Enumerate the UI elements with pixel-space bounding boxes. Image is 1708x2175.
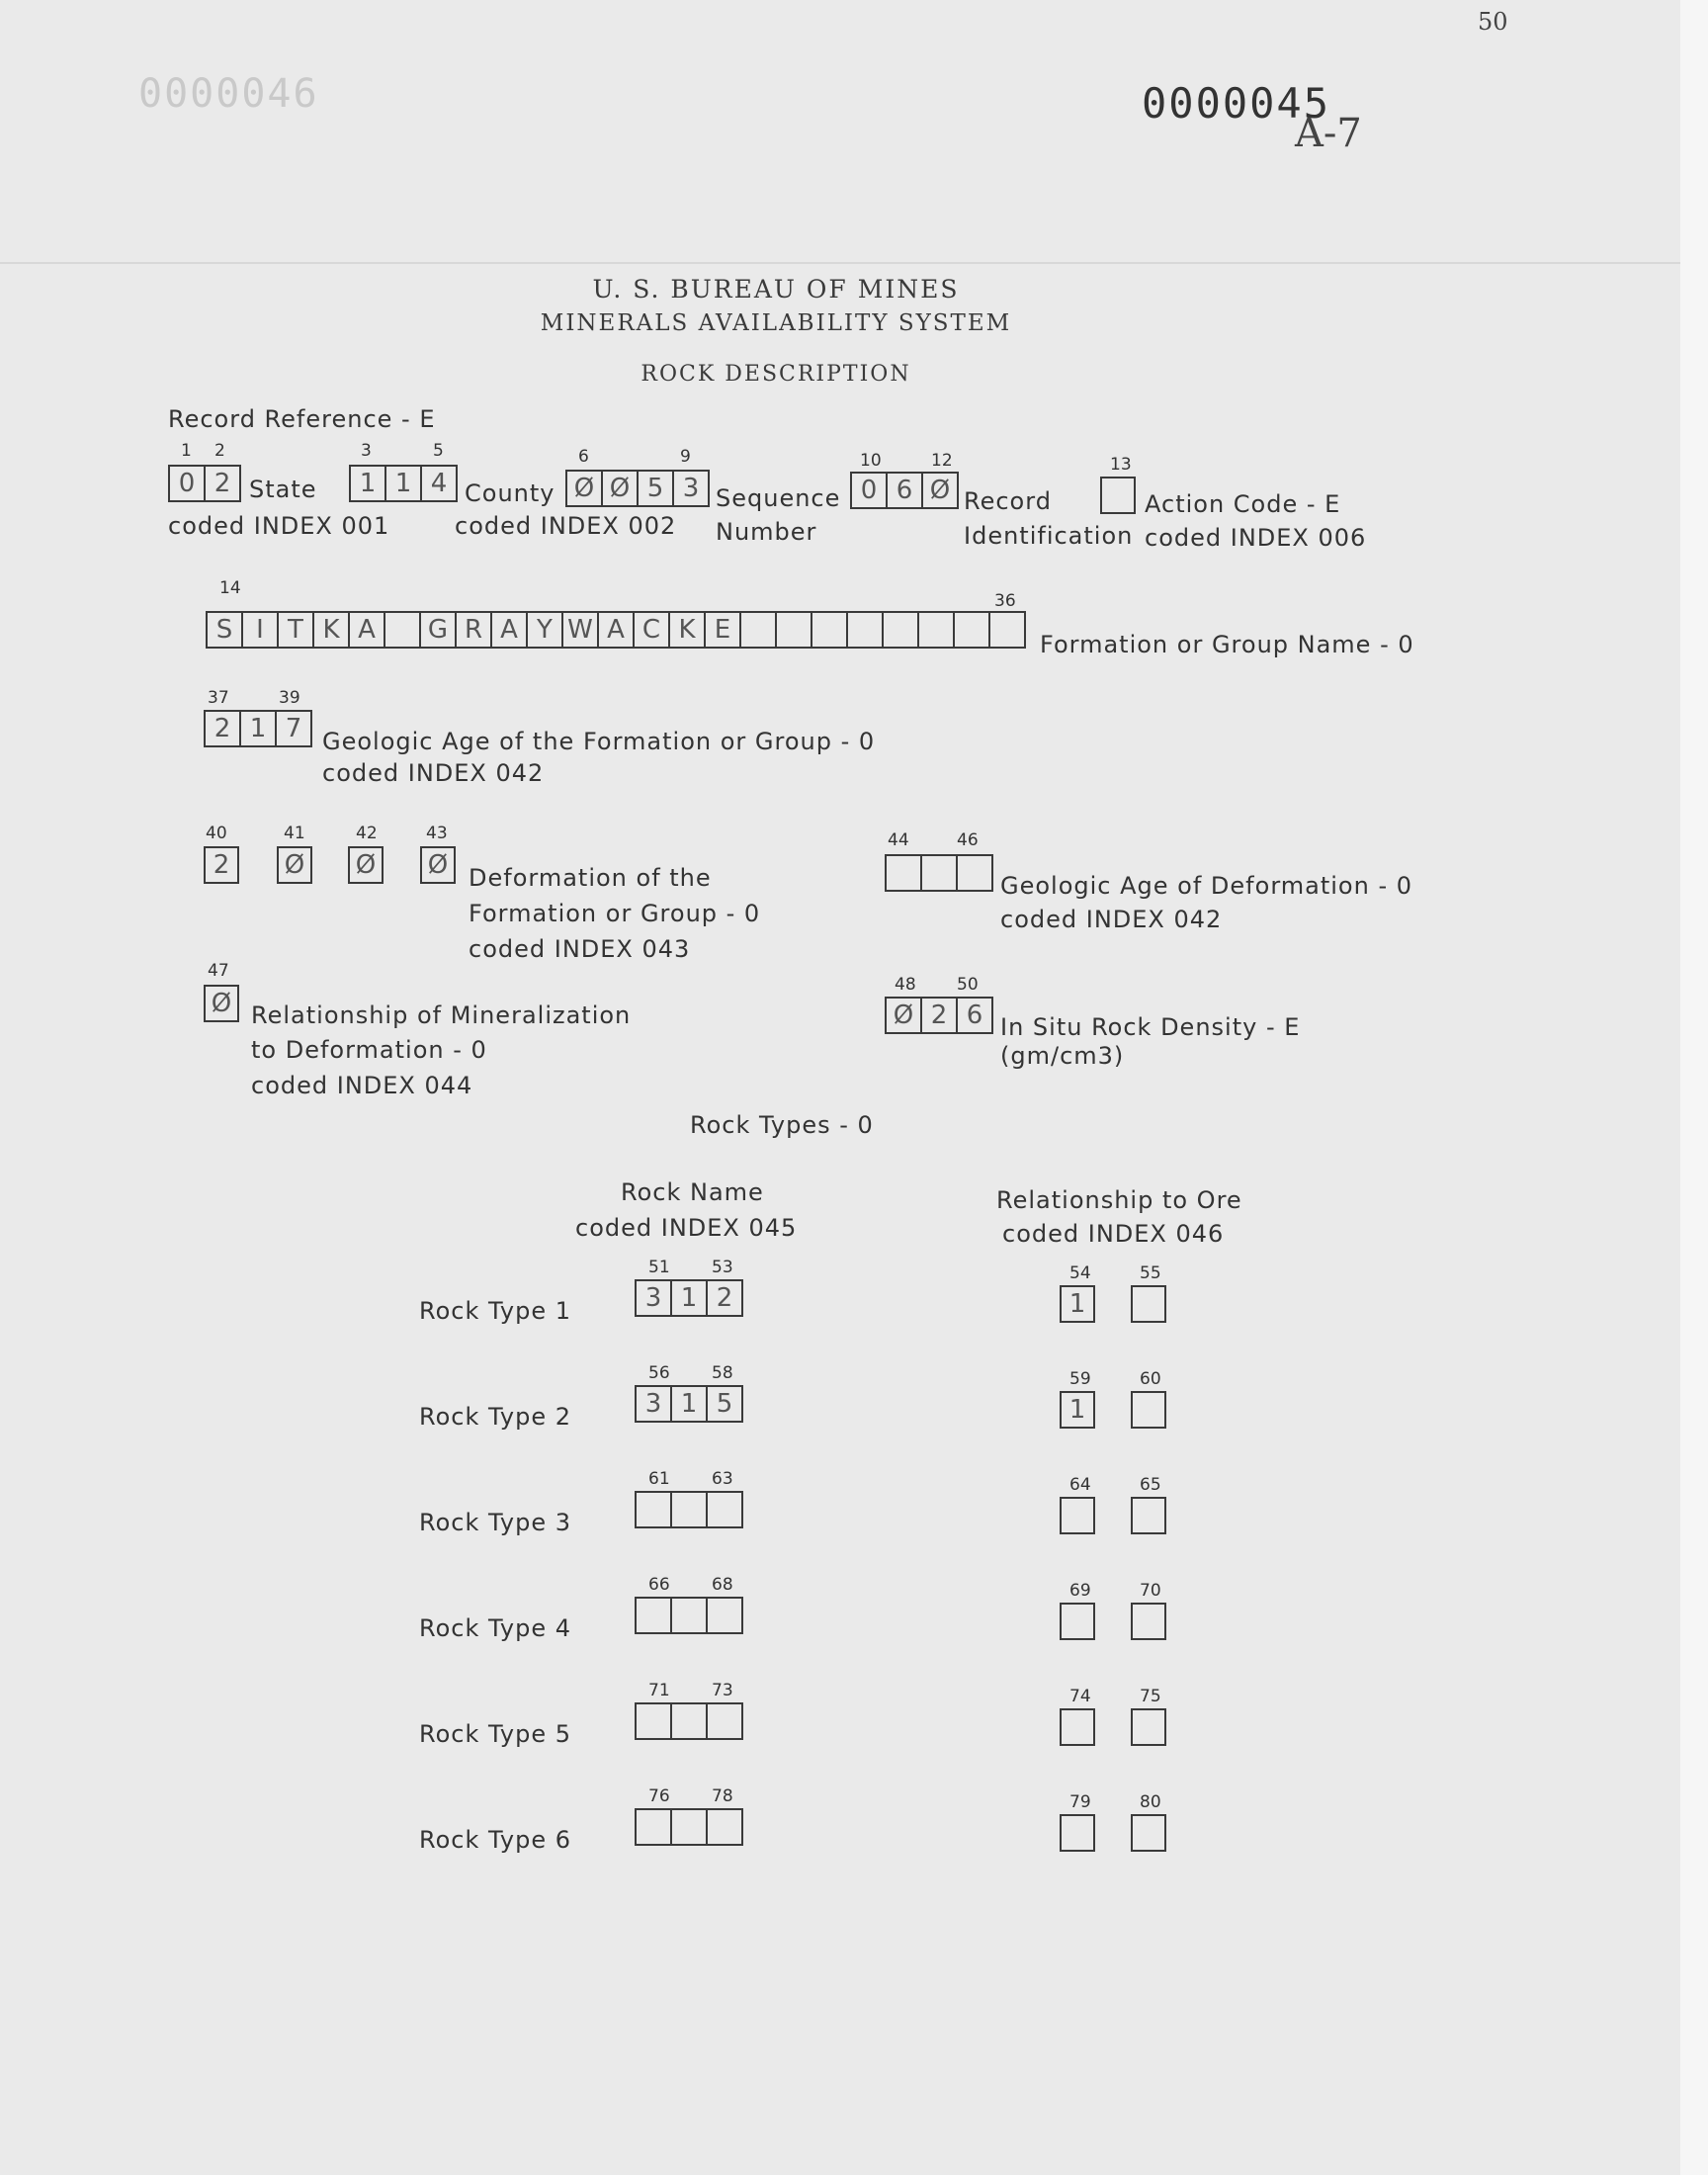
county-label: County — [465, 479, 555, 507]
field-number: 6 — [578, 447, 589, 467]
rock-density-label: In Situ Rock Density - E — [1000, 1013, 1301, 1041]
field-number: 71 — [648, 1681, 670, 1700]
code-cell[interactable]: 2 — [204, 465, 241, 502]
relationship-code-field[interactable] — [1060, 1497, 1095, 1534]
deformation-code-field[interactable]: Ø — [420, 846, 456, 884]
relationship-code-field[interactable]: 1 — [1060, 1391, 1095, 1429]
relationship-code-field[interactable] — [1131, 1708, 1166, 1746]
relationship-code-field[interactable] — [1060, 1814, 1095, 1852]
rock-name-code-field[interactable] — [635, 1702, 743, 1740]
action-code-field[interactable] — [1100, 477, 1136, 514]
field-number: 75 — [1140, 1687, 1161, 1706]
relationship-code-field[interactable]: 1 — [1060, 1285, 1095, 1323]
rock-name-code-field[interactable] — [635, 1385, 743, 1423]
formation-name-cell[interactable] — [811, 611, 848, 649]
relationship-column-header: Relationship to Ore — [996, 1186, 1242, 1214]
code-cell[interactable] — [670, 1808, 708, 1846]
formation-name-cell[interactable]: Y — [526, 611, 563, 649]
mineralization-label: Relationship of Mineralization — [251, 1001, 632, 1029]
sequence-label: Sequence — [716, 484, 841, 512]
formation-name-cell[interactable] — [384, 611, 421, 649]
formation-name-cell[interactable]: I — [241, 611, 279, 649]
deformation-age-label: Geologic Age of Deformation - 0 — [1000, 872, 1413, 900]
formation-name-cell[interactable]: A — [597, 611, 635, 649]
field-number: 41 — [284, 824, 305, 843]
field-number: 66 — [648, 1575, 670, 1595]
field-number: 60 — [1140, 1369, 1161, 1389]
ghost-stamp: 0000046 — [138, 71, 319, 117]
code-cell[interactable] — [706, 1597, 743, 1634]
county-index-label: coded INDEX 002 — [455, 512, 677, 540]
rock-name-code-field[interactable] — [635, 1597, 743, 1634]
deformation-code-field[interactable]: Ø — [348, 846, 384, 884]
rock-name-code-field[interactable] — [635, 1808, 743, 1846]
field-number: 59 — [1069, 1369, 1091, 1389]
field-number: 69 — [1069, 1581, 1091, 1601]
field-number: 63 — [712, 1469, 733, 1489]
relationship-code-field[interactable] — [1060, 1603, 1095, 1640]
field-number: 53 — [712, 1258, 733, 1277]
formation-name-cell[interactable]: R — [455, 611, 492, 649]
field-number: 80 — [1140, 1792, 1161, 1812]
code-cell[interactable] — [670, 1702, 708, 1740]
system-title: MINERALS AVAILABILITY SYSTEM — [540, 310, 1012, 336]
field-number: 74 — [1069, 1687, 1091, 1706]
mineralization-label: to Deformation - 0 — [251, 1036, 487, 1064]
relationship-index-label: coded INDEX 046 — [1002, 1220, 1225, 1248]
field-number: 2 — [214, 441, 225, 461]
deformation-label: Deformation of the — [469, 864, 712, 892]
relationship-code-field[interactable] — [1131, 1285, 1166, 1323]
field-number: 55 — [1140, 1263, 1161, 1283]
code-cell[interactable]: 4 — [420, 465, 458, 502]
rock-density-field[interactable] — [885, 997, 993, 1034]
field-number: 65 — [1140, 1475, 1161, 1495]
rock-type-label: Rock Type 3 — [419, 1509, 572, 1536]
rock-type-label: Rock Type 2 — [419, 1403, 572, 1431]
formation-name-cell[interactable]: E — [704, 611, 741, 649]
field-number: 40 — [206, 824, 227, 843]
code-cell[interactable]: 2 — [204, 710, 241, 747]
field-number: 14 — [219, 578, 241, 598]
formation-name-cell[interactable] — [917, 611, 955, 649]
code-cell[interactable] — [956, 854, 993, 892]
formation-name-label: Formation or Group Name - 0 — [1040, 631, 1414, 658]
rock-type-label: Rock Type 6 — [419, 1826, 572, 1854]
formation-name-cell[interactable] — [846, 611, 884, 649]
field-number: 3 — [361, 441, 372, 461]
code-cell[interactable]: 3 — [635, 1279, 672, 1317]
action-code-label: Action Code - E — [1145, 490, 1341, 518]
mineralization-code-field[interactable]: Ø — [204, 985, 239, 1022]
field-number: 46 — [957, 830, 979, 850]
record-sublabel: Identification — [964, 522, 1134, 550]
relationship-code-field[interactable] — [1131, 1497, 1166, 1534]
formation-name-cell[interactable]: K — [312, 611, 350, 649]
code-cell[interactable] — [706, 1491, 743, 1528]
form-title: ROCK DESCRIPTION — [640, 362, 911, 387]
formation-name-cell[interactable]: S — [206, 611, 243, 649]
page-reference: A-7 — [1295, 111, 1362, 156]
rock-type-label: Rock Type 4 — [419, 1614, 572, 1642]
code-cell[interactable] — [670, 1597, 708, 1634]
field-number: 5 — [433, 441, 444, 461]
geologic-age-index-label: coded INDEX 042 — [322, 759, 545, 787]
fold-line — [0, 262, 1680, 264]
code-cell[interactable] — [635, 1597, 672, 1634]
code-cell[interactable]: 5 — [637, 470, 674, 507]
field-number: 50 — [957, 975, 979, 995]
code-cell[interactable] — [670, 1491, 708, 1528]
deformation-code-field[interactable]: Ø — [277, 846, 312, 884]
deformation-index-label: coded INDEX 043 — [469, 935, 691, 963]
code-cell[interactable]: 6 — [956, 997, 993, 1034]
field-number: 10 — [860, 451, 882, 471]
code-cell[interactable]: 0 — [850, 472, 888, 509]
field-number: 70 — [1140, 1581, 1161, 1601]
formation-name-cell[interactable]: C — [633, 611, 670, 649]
rock-name-index-label: coded INDEX 045 — [575, 1214, 798, 1242]
code-cell[interactable]: Ø — [885, 997, 922, 1034]
state-code-field[interactable] — [168, 465, 241, 502]
formation-name-cell[interactable]: G — [419, 611, 457, 649]
deformation-age-field[interactable] — [885, 854, 993, 892]
formation-name-cell[interactable]: T — [277, 611, 314, 649]
geologic-age-label: Geologic Age of the Formation or Group - 0 — [322, 728, 876, 755]
rock-name-code-field[interactable] — [635, 1279, 743, 1317]
field-number: 76 — [648, 1786, 670, 1806]
rock-name-column-header: Rock Name — [621, 1178, 764, 1206]
state-index-label: coded INDEX 001 — [168, 512, 390, 540]
field-number: 36 — [994, 591, 1016, 611]
code-cell[interactable]: Ø — [921, 472, 959, 509]
field-number: 68 — [712, 1575, 733, 1595]
field-number: 47 — [208, 961, 229, 981]
code-cell[interactable] — [635, 1491, 672, 1528]
field-number: 13 — [1110, 455, 1132, 475]
code-cell[interactable]: 2 — [920, 997, 958, 1034]
code-cell[interactable]: Ø — [601, 470, 639, 507]
field-number: 73 — [712, 1681, 733, 1700]
formation-name-cell[interactable]: A — [348, 611, 385, 649]
code-cell[interactable]: 3 — [635, 1385, 672, 1423]
field-number: 64 — [1069, 1475, 1091, 1495]
county-code-field[interactable] — [349, 465, 458, 502]
deformation-code-field[interactable]: 2 — [204, 846, 239, 884]
code-cell[interactable] — [635, 1808, 672, 1846]
field-number: 79 — [1069, 1792, 1091, 1812]
code-cell[interactable]: 0 — [168, 465, 206, 502]
rock-type-label: Rock Type 5 — [419, 1720, 572, 1748]
formation-name-cell[interactable] — [739, 611, 777, 649]
relationship-code-field[interactable] — [1131, 1603, 1166, 1640]
mineralization-index-label: coded INDEX 044 — [251, 1072, 473, 1099]
formation-name-cell[interactable] — [882, 611, 919, 649]
deformation-label: Formation or Group - 0 — [469, 900, 761, 927]
field-number: 39 — [279, 688, 300, 708]
field-number: 48 — [895, 975, 916, 995]
field-number: 9 — [680, 447, 691, 467]
sequence-sublabel: Number — [716, 518, 817, 546]
code-cell[interactable]: 1 — [670, 1385, 708, 1423]
geologic-age-field[interactable] — [204, 710, 312, 747]
field-number: 58 — [712, 1363, 733, 1383]
corner-note: 50 — [1478, 8, 1508, 36]
field-number: 43 — [426, 824, 448, 843]
page-margin — [1680, 0, 1708, 2175]
code-cell[interactable] — [706, 1808, 743, 1846]
sequence-number-field[interactable] — [565, 470, 710, 507]
field-number: 56 — [648, 1363, 670, 1383]
code-cell[interactable] — [885, 854, 922, 892]
rock-density-unit: (gm/cm3) — [1000, 1042, 1125, 1070]
action-code-index-label: coded INDEX 006 — [1145, 524, 1367, 552]
field-number: 54 — [1069, 1263, 1091, 1283]
field-number: 37 — [208, 688, 229, 708]
code-cell[interactable]: 1 — [239, 710, 277, 747]
code-cell[interactable] — [635, 1702, 672, 1740]
record-label: Record — [964, 487, 1052, 515]
field-number: 61 — [648, 1469, 670, 1489]
relationship-code-field[interactable] — [1060, 1708, 1095, 1746]
code-cell[interactable]: 2 — [706, 1279, 743, 1317]
field-number: 78 — [712, 1786, 733, 1806]
field-number: 1 — [181, 441, 192, 461]
code-cell[interactable]: Ø — [565, 470, 603, 507]
rock-type-label: Rock Type 1 — [419, 1297, 572, 1325]
relationship-code-field[interactable] — [1131, 1814, 1166, 1852]
formation-name-cell[interactable]: K — [668, 611, 706, 649]
field-number: 51 — [648, 1258, 670, 1277]
formation-name-cell[interactable] — [775, 611, 812, 649]
formation-name-field[interactable] — [206, 611, 1026, 649]
code-cell[interactable]: 3 — [672, 470, 710, 507]
deformation-age-index-label: coded INDEX 042 — [1000, 906, 1223, 933]
record-identification-field[interactable] — [850, 472, 959, 509]
code-cell[interactable] — [920, 854, 958, 892]
formation-name-cell[interactable] — [988, 611, 1026, 649]
formation-name-cell[interactable] — [953, 611, 990, 649]
rock-name-code-field[interactable] — [635, 1491, 743, 1528]
formation-name-cell[interactable]: A — [490, 611, 528, 649]
code-cell[interactable]: 5 — [706, 1385, 743, 1423]
rock-types-title: Rock Types - 0 — [690, 1111, 874, 1139]
code-cell[interactable]: 6 — [886, 472, 923, 509]
field-number: 12 — [931, 451, 953, 471]
field-number: 44 — [888, 830, 909, 850]
code-cell[interactable]: 1 — [670, 1279, 708, 1317]
state-label: State — [249, 476, 317, 503]
formation-name-cell[interactable]: W — [561, 611, 599, 649]
record-reference-label: Record Reference - E — [168, 405, 436, 433]
code-cell[interactable] — [706, 1702, 743, 1740]
relationship-code-field[interactable] — [1131, 1391, 1166, 1429]
document-number: 0000045 — [1142, 79, 1331, 128]
code-cell[interactable]: 7 — [275, 710, 312, 747]
agency-title: U. S. BUREAU OF MINES — [592, 275, 960, 304]
code-cell[interactable]: 1 — [349, 465, 386, 502]
code-cell[interactable]: 1 — [384, 465, 422, 502]
field-number: 42 — [356, 824, 378, 843]
